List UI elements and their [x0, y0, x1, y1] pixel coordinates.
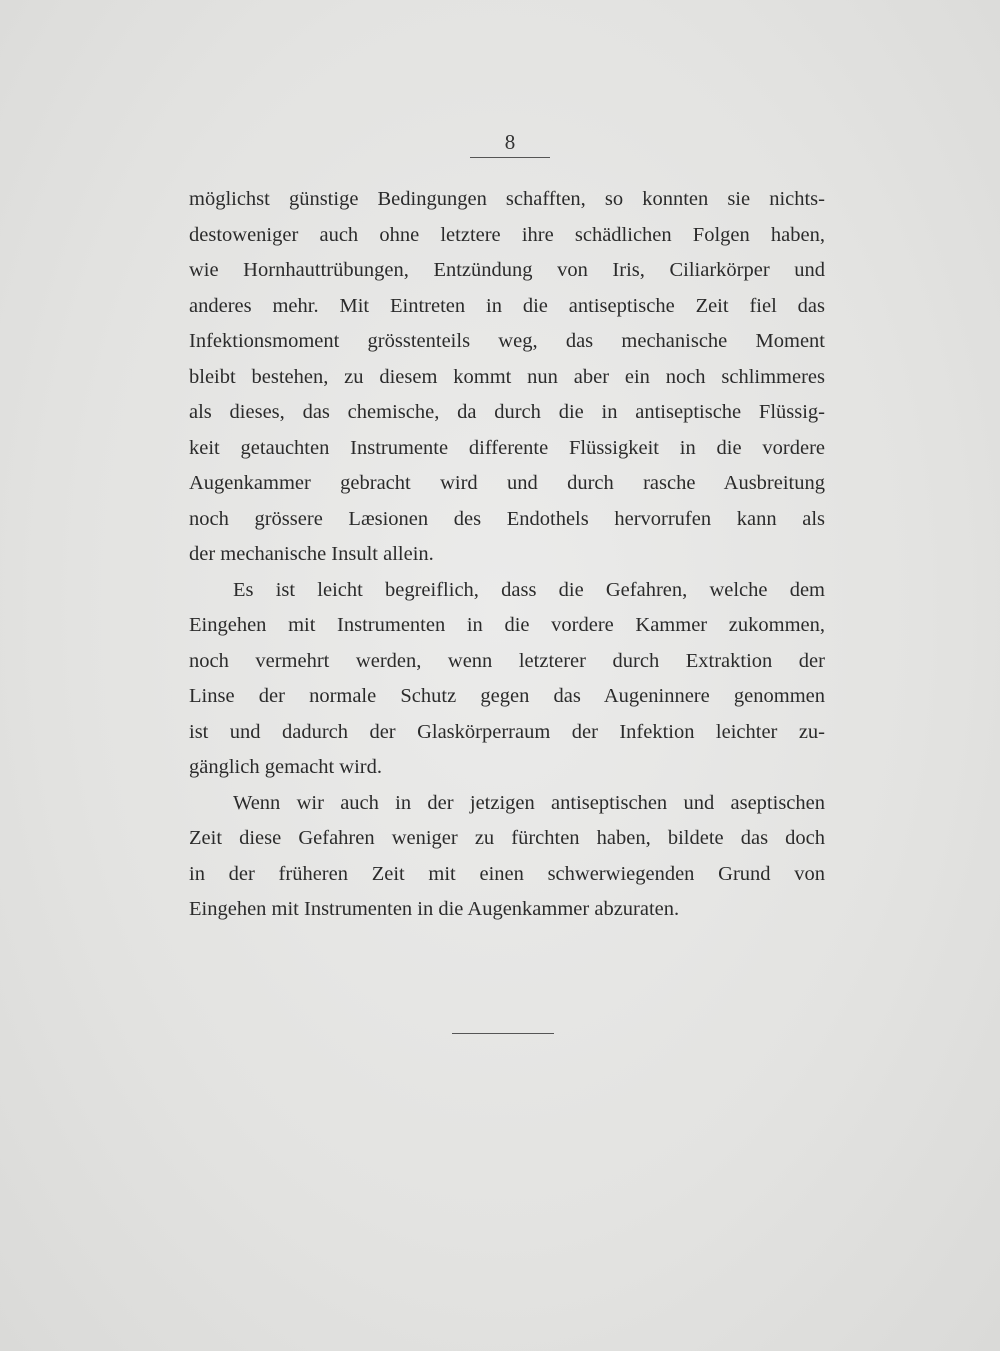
text-line: in der früheren Zeit mit einen schwerwiegenden Grund von	[189, 862, 825, 885]
end-rule	[452, 1033, 554, 1034]
text-line: Infektionsmoment grösstenteils weg, das mechanische Moment	[189, 330, 825, 352]
paragraph	[189, 573, 825, 786]
text-line: gänglich gemacht wird.	[189, 756, 382, 778]
text-line: noch grössere Læsionen des Endothels hervorrufen kann als	[189, 507, 825, 530]
text-line: Eingehen mit Instrumenten in die Augenkammer abzuraten.	[189, 898, 680, 920]
text-line: bleibt bestehen, zu diesem kommt nun aber ein noch schlimmeres	[189, 365, 825, 388]
text-line: der mechanische Insult allein.	[189, 543, 434, 565]
paragraph	[189, 182, 825, 573]
text-line: noch vermehrt werden, wenn letzterer durch Extraktion der	[189, 649, 825, 672]
body-text	[189, 182, 825, 928]
text-line: als dieses, das chemische, da durch die in antiseptische Flüssig-	[189, 401, 825, 423]
paragraph	[189, 786, 825, 928]
text-line: Es ist leicht begreiflich, dass die Gefahren, welche dem	[233, 578, 825, 601]
text-line: ist und dadurch der Glaskörperraum der Infektion leichter zu-	[189, 720, 825, 743]
text-line: Eingehen mit Instrumenten in die vordere Kammer zukommen,	[189, 614, 825, 636]
text-line: keit getauchten Instrumente differente Flüssigkeit in die vordere	[189, 436, 825, 459]
text-line: Wenn wir auch in der jetzigen antiseptischen und aseptischen	[233, 791, 825, 814]
text-line: anderes mehr. Mit Eintreten in die antiseptische Zeit fiel das	[189, 294, 825, 317]
text-line: destoweniger auch ohne letztere ihre schädlichen Folgen haben,	[189, 223, 825, 246]
text-line: Zeit diese Gefahren weniger zu fürchten haben, bildete das doch	[189, 827, 825, 849]
text-line: wie Hornhauttrübungen, Entzündung von Iris, Ciliarkörper und	[189, 259, 825, 281]
page-number: 8	[504, 130, 516, 154]
text-line: Linse der normale Schutz gegen das Augeninnere genommen	[189, 685, 825, 707]
text-line: möglichst günstige Bedingungen schafften, so konnten sie nichts-	[189, 188, 825, 210]
text-line: Augenkammer gebracht wird und durch rasche Ausbreitung	[189, 472, 825, 494]
page-number-rule	[470, 157, 550, 158]
